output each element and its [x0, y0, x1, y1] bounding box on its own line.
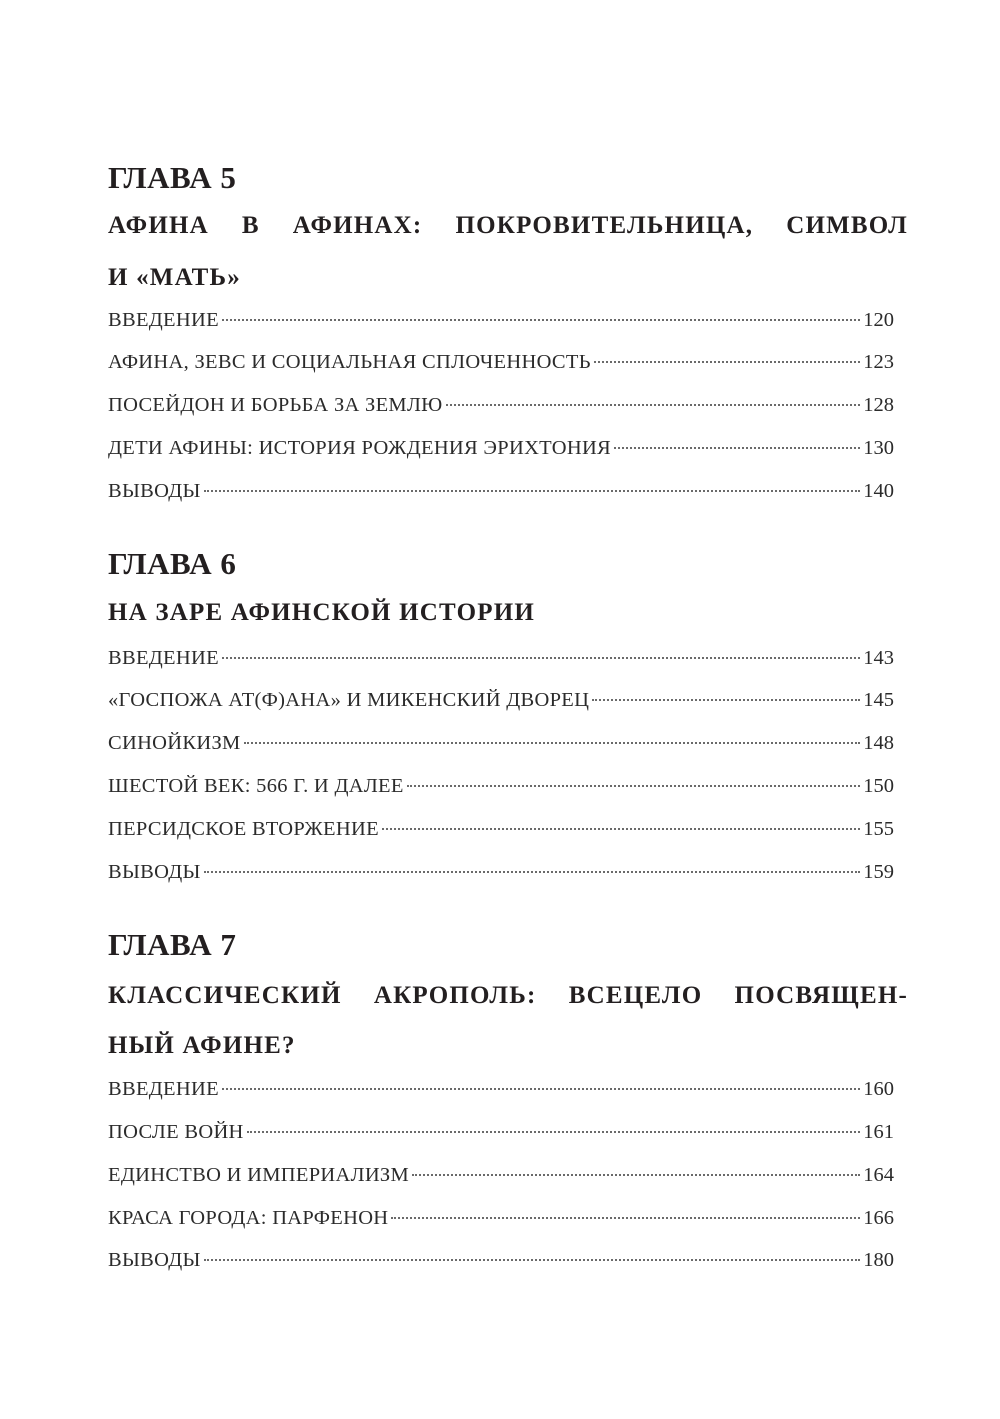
toc-entry-ch7-4[interactable]	[108, 1205, 894, 1231]
toc-entry-page: 180	[863, 1249, 894, 1271]
toc-entry-label: АФИНА, ЗЕВС И СОЦИАЛЬНАЯ СПЛОЧЕННОСТЬ	[108, 351, 591, 373]
toc-entry-ch6-3[interactable]	[108, 730, 894, 756]
dot-leader	[247, 1131, 861, 1133]
toc-entry-ch6-6[interactable]	[108, 859, 894, 885]
dot-leader	[594, 361, 860, 363]
toc-entry-page: 120	[863, 309, 894, 331]
chapter-7-heading: ГЛАВА 7	[108, 927, 237, 962]
chapter-5-title-line-1: АФИНА В АФИНАХ: ПОКРОВИТЕЛЬНИЦА, СИМВОЛ	[108, 212, 908, 239]
dot-leader	[391, 1217, 860, 1219]
toc-entry-page: 130	[863, 437, 894, 459]
toc-entry-label: СИНОЙКИЗМ	[108, 732, 241, 754]
dot-leader	[446, 404, 861, 406]
toc-entry-label: ВВЕДЕНИЕ	[108, 647, 219, 669]
dot-leader	[592, 699, 860, 701]
toc-entry-page: 128	[863, 394, 894, 416]
dot-leader	[382, 828, 860, 830]
toc-entry-ch6-5[interactable]	[108, 816, 894, 842]
toc-entry-ch7-5[interactable]	[108, 1247, 894, 1273]
toc-entry-label: ВЫВОДЫ	[108, 861, 201, 883]
toc-entry-label: ВЫВОДЫ	[108, 1249, 201, 1271]
toc-entry-label: ПОСЕЙДОН И БОРЬБА ЗА ЗЕМЛЮ	[108, 394, 443, 416]
chapter-5-heading: ГЛАВА 5	[108, 160, 237, 195]
toc-entry-ch7-2[interactable]	[108, 1119, 894, 1145]
toc-entry-page: 164	[863, 1164, 894, 1186]
toc-entry-label: КРАСА ГОРОДА: ПАРФЕНОН	[108, 1207, 389, 1229]
dot-leader	[614, 447, 860, 449]
toc-entry-page: 161	[863, 1121, 894, 1143]
toc-entry-page: 150	[863, 775, 894, 797]
toc-entry-ch5-4[interactable]	[108, 435, 894, 461]
dot-leader	[407, 785, 861, 787]
toc-entry-page: 166	[863, 1207, 894, 1229]
toc-entry-ch6-1[interactable]	[108, 645, 894, 671]
toc-entry-page: 160	[863, 1078, 894, 1100]
dot-leader	[222, 657, 860, 659]
toc-entry-page: 159	[863, 861, 894, 883]
chapter-6-heading: ГЛАВА 6	[108, 546, 237, 581]
dot-leader	[222, 319, 860, 321]
toc-entry-label: ДЕТИ АФИНЫ: ИСТОРИЯ РОЖДЕНИЯ ЭРИХТОНИЯ	[108, 437, 612, 459]
toc-entry-page: 140	[863, 480, 894, 502]
toc-entry-ch6-2[interactable]	[108, 687, 894, 713]
toc-entry-label: ЕДИНСТВО И ИМПЕРИАЛИЗМ	[108, 1164, 410, 1186]
chapter-7-title-line-1: КЛАССИЧЕСКИЙ АКРОПОЛЬ: ВСЕЦЕЛО ПОСВЯЩЕН-	[108, 982, 908, 1009]
toc-entry-ch7-1[interactable]	[108, 1076, 894, 1102]
toc-entry-ch5-5[interactable]	[108, 478, 894, 504]
toc-entry-label: ВЫВОДЫ	[108, 480, 201, 502]
chapter-5-title-line-2: И «МАТЬ»	[108, 264, 241, 291]
toc-entry-ch7-3[interactable]	[108, 1162, 894, 1188]
toc-entry-label: ШЕСТОЙ ВЕК: 566 Г. И ДАЛЕЕ	[108, 775, 404, 797]
toc-entry-ch5-2[interactable]	[108, 349, 894, 375]
toc-entry-ch6-4[interactable]	[108, 773, 894, 799]
dot-leader	[412, 1174, 860, 1176]
dot-leader	[222, 1088, 860, 1090]
dot-leader	[204, 490, 861, 492]
toc-entry-ch5-1[interactable]	[108, 307, 894, 333]
toc-entry-label: ПОСЛЕ ВОЙН	[108, 1121, 244, 1143]
toc-entry-label: ВВЕДЕНИЕ	[108, 1078, 219, 1100]
dot-leader	[204, 1259, 861, 1261]
chapter-7-title-line-2: НЫЙ АФИНЕ?	[108, 1032, 296, 1059]
toc-entry-label: «ГОСПОЖА АТ(Ф)АНА» И МИКЕНСКИЙ ДВОРЕЦ	[108, 689, 590, 711]
toc-entry-label: ВВЕДЕНИЕ	[108, 309, 219, 331]
chapter-6-title-line-1: НА ЗАРЕ АФИНСКОЙ ИСТОРИИ	[108, 599, 535, 626]
toc-entry-page: 155	[863, 818, 894, 840]
toc-entry-page: 148	[863, 732, 894, 754]
toc-entry-page: 145	[863, 689, 894, 711]
toc-entry-page: 123	[863, 351, 894, 373]
dot-leader	[244, 742, 861, 744]
toc-entry-label: ПЕРСИДСКОЕ ВТОРЖЕНИЕ	[108, 818, 379, 840]
toc-entry-page: 143	[863, 647, 894, 669]
dot-leader	[204, 871, 861, 873]
toc-entry-ch5-3[interactable]	[108, 392, 894, 418]
